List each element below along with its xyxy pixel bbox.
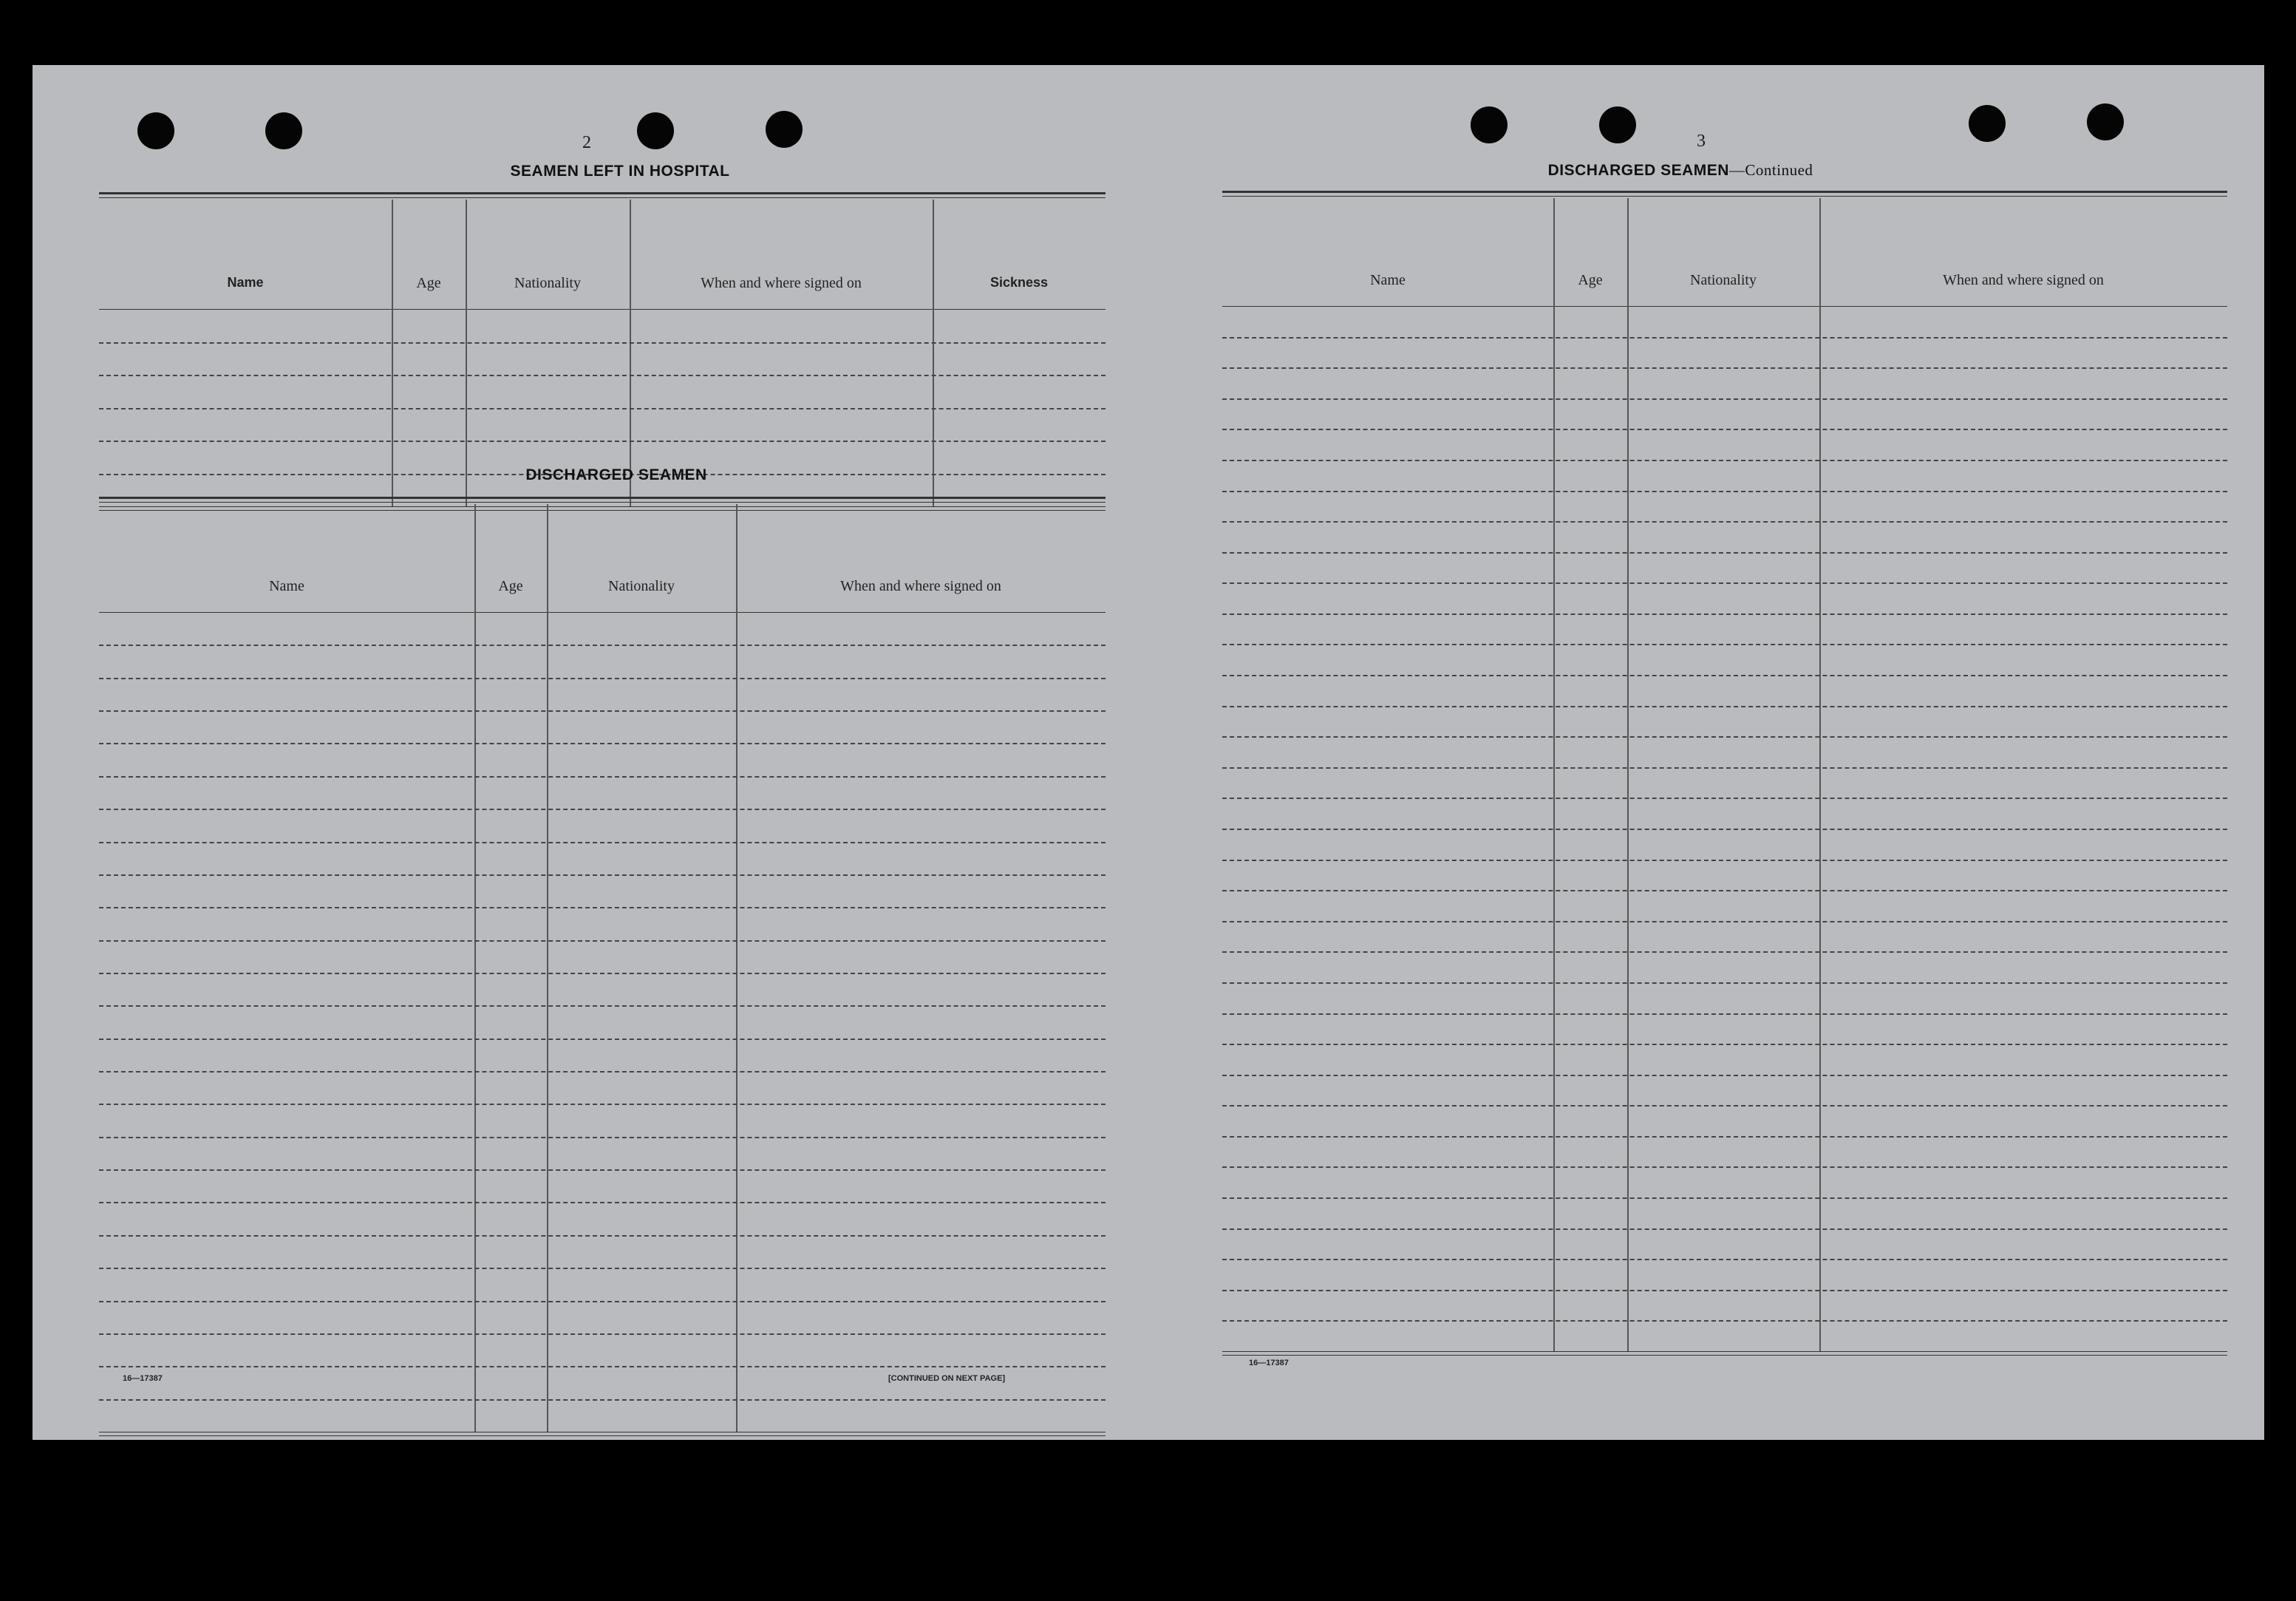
table-row-line	[1222, 1320, 2227, 1322]
column-header-nationality: Nationality	[608, 578, 675, 594]
continued-section-title	[1496, 161, 1865, 180]
table-bottom-rule-2	[99, 1435, 1106, 1436]
header-underline	[99, 612, 1106, 613]
table-row-line	[1222, 798, 2227, 799]
table-bottom-rule	[1222, 1351, 2227, 1352]
table-row-line	[99, 441, 1106, 442]
table-top-rule-thin	[99, 197, 1106, 198]
column-header-age: Age	[416, 275, 441, 291]
continued-table	[1222, 191, 2227, 1359]
column-separator	[736, 504, 737, 1432]
table-row-line	[1222, 460, 2227, 461]
discharged-table	[99, 497, 1106, 1435]
column-separator	[547, 504, 548, 1432]
table-row-line	[99, 1104, 1106, 1105]
page-number: 3	[1697, 132, 1706, 151]
punch-hole	[2087, 103, 2124, 140]
continued-title-main: DISCHARGED SEAMEN	[1547, 162, 1729, 179]
punch-hole	[766, 111, 803, 148]
table-row-line	[99, 342, 1106, 344]
column-header-when-and-where-signed-on: When and where signed on	[840, 578, 1001, 594]
table-top-rule	[99, 497, 1106, 499]
table-row-line	[99, 1039, 1106, 1040]
table-row-line	[1222, 1044, 2227, 1045]
column-separator	[630, 200, 631, 506]
table-row-line	[99, 1366, 1106, 1367]
hospital-section-title: SEAMEN LEFT IN HOSPITAL	[510, 163, 730, 180]
table-row-line	[99, 776, 1106, 778]
column-header-nationality: Nationality	[1690, 272, 1757, 288]
table-row-line	[1222, 675, 2227, 676]
table-row-line	[99, 678, 1106, 679]
table-row-line	[99, 973, 1106, 974]
column-header-when-and-where-signed-on: When and where signed on	[1943, 272, 2104, 288]
table-row-line	[1222, 613, 2227, 615]
column-separator	[392, 200, 393, 506]
punch-hole	[1599, 106, 1636, 143]
column-header-when-and-where-signed-on: When and where signed on	[701, 275, 862, 291]
table-row-line	[1222, 1013, 2227, 1015]
table-row-line	[1222, 1166, 2227, 1168]
column-separator	[1627, 198, 1629, 1351]
table-row-line	[1222, 1228, 2227, 1230]
table-row-line	[1222, 398, 2227, 400]
table-row-line	[99, 1071, 1106, 1073]
table-top-rule	[99, 192, 1106, 194]
table-row-line	[1222, 644, 2227, 645]
table-row-line	[99, 375, 1106, 376]
table-row-line	[99, 842, 1106, 843]
table-row-line	[1222, 521, 2227, 523]
table-row-line	[1222, 829, 2227, 830]
column-separator	[933, 200, 934, 506]
column-header-age: Age	[1578, 272, 1603, 288]
table-row-line	[99, 710, 1106, 712]
continued-title-suffix: —Continued	[1728, 161, 1813, 179]
column-header-sickness: Sickness	[989, 275, 1049, 290]
table-row-line	[99, 1301, 1106, 1302]
document-sheet	[33, 65, 2264, 1440]
form-number: 16—17387	[123, 1374, 163, 1383]
table-row-line	[99, 1169, 1106, 1171]
column-header-name: Name	[227, 275, 264, 290]
column-separator	[466, 200, 467, 506]
table-row-line	[1222, 1197, 2227, 1199]
table-row-line	[1222, 951, 2227, 953]
table-row-line	[1222, 582, 2227, 584]
table-top-rule-thin	[99, 502, 1106, 503]
form-number: 16—17387	[1249, 1359, 1289, 1367]
column-header-age: Age	[498, 578, 523, 594]
table-row-line	[99, 1399, 1106, 1401]
column-header-name: Name	[1370, 272, 1406, 288]
column-header-nationality: Nationality	[514, 275, 581, 291]
table-row-line	[99, 1235, 1106, 1237]
table-row-line	[99, 940, 1106, 942]
table-top-rule-thin	[1222, 196, 2227, 197]
column-separator	[1553, 198, 1555, 1351]
table-row-line	[1222, 491, 2227, 492]
page-number: 2	[582, 133, 591, 152]
table-bottom-rule-2	[1222, 1355, 2227, 1356]
table-row-line	[99, 1333, 1106, 1335]
table-row-line	[1222, 1075, 2227, 1076]
table-row-line	[1222, 706, 2227, 707]
table-row-line	[1222, 736, 2227, 738]
punch-hole	[1471, 106, 1508, 143]
table-row-line	[1222, 1105, 2227, 1107]
punch-hole	[137, 112, 174, 149]
header-underline	[1222, 306, 2227, 307]
table-row-line	[99, 809, 1106, 810]
table-row-line	[99, 1268, 1106, 1269]
table-row-line	[1222, 552, 2227, 554]
table-row-line	[1222, 367, 2227, 369]
table-row-line	[99, 1005, 1106, 1007]
table-row-line	[1222, 890, 2227, 891]
column-separator	[474, 504, 476, 1432]
table-row-line	[1222, 921, 2227, 922]
table-row-line	[1222, 982, 2227, 984]
table-row-line	[1222, 767, 2227, 769]
punch-hole	[1969, 105, 2006, 142]
table-row-line	[99, 743, 1106, 744]
column-separator	[1819, 198, 1821, 1351]
discharged-section-title: DISCHARGED SEAMEN	[525, 466, 707, 483]
table-row-line	[1222, 1259, 2227, 1260]
table-row-line	[99, 408, 1106, 409]
table-row-line	[1222, 1290, 2227, 1291]
table-row-line	[99, 874, 1106, 876]
table-row-line	[1222, 337, 2227, 339]
punch-hole	[265, 112, 302, 149]
table-top-rule	[1222, 191, 2227, 193]
column-header-name: Name	[269, 578, 304, 594]
table-row-line	[99, 1202, 1106, 1203]
table-row-line	[99, 1137, 1106, 1138]
header-underline	[99, 309, 1106, 310]
punch-hole	[637, 112, 674, 149]
table-row-line	[1222, 1136, 2227, 1138]
table-row-line	[99, 645, 1106, 646]
table-row-line	[99, 907, 1106, 908]
table-row-line	[1222, 429, 2227, 430]
continued-note: [CONTINUED ON NEXT PAGE]	[888, 1374, 1006, 1383]
table-row-line	[1222, 860, 2227, 861]
